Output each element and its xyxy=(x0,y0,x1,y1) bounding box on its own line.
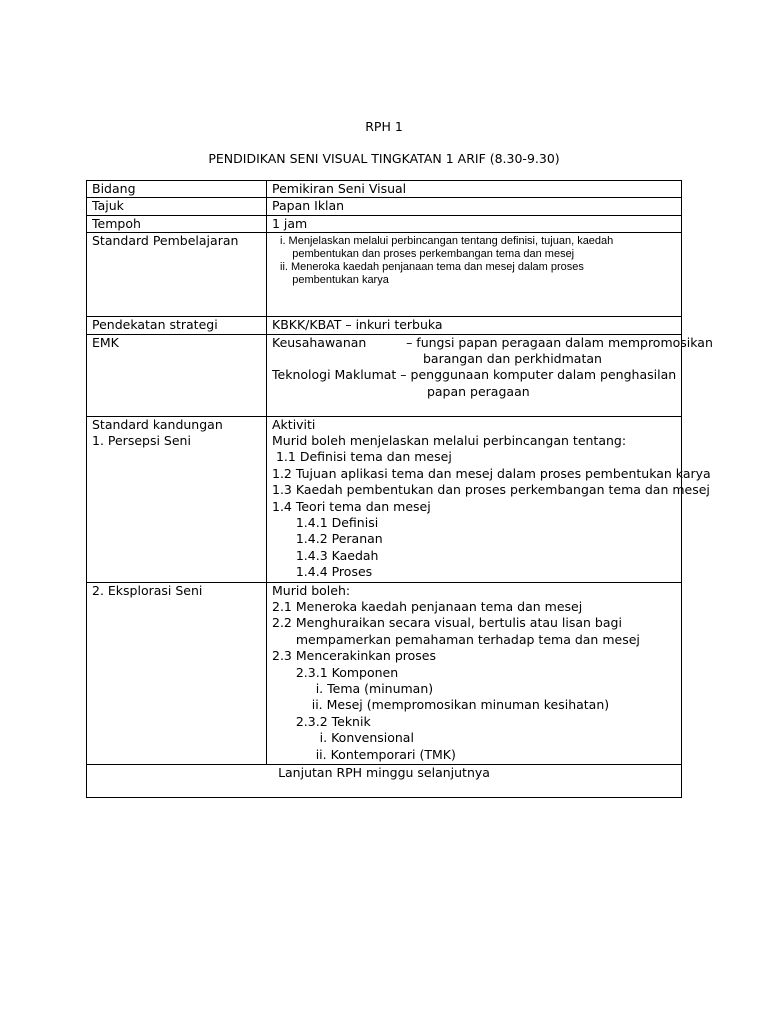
document-subtitle: PENDIDIKAN SENI VISUAL TINGKATAN 1 ARIF (8.30-9.30) xyxy=(208,151,560,166)
tajuk-label: Tajuk xyxy=(87,198,267,215)
list-item: 2.3.2 Teknik xyxy=(272,713,371,729)
list-item: 1.4.3 Kaedah xyxy=(272,547,379,563)
lesson-plan-table xyxy=(86,180,713,798)
table-row xyxy=(87,582,682,764)
standard-pembelajaran-value xyxy=(267,233,682,317)
tempoh-label: Tempoh xyxy=(87,215,267,232)
emk-line: barangan dan perkhidmatan xyxy=(272,351,602,367)
list-item: i. Menjelaskan melalui perbincangan tentang definisi, tujuan, kaedah xyxy=(280,235,614,248)
list-item: pembentukan karya xyxy=(280,274,389,287)
eksplorasi-label: 2. Eksplorasi Seni xyxy=(87,582,267,764)
table-row xyxy=(87,215,682,232)
standard-kandungan-label xyxy=(87,416,267,582)
list-item: 1.4.4 Proses xyxy=(272,564,373,580)
list-item: 1.4.1 Definisi xyxy=(272,515,379,531)
list-item: 2.2 Menghuraikan secara visual, bertulis atau lisan bagi xyxy=(272,615,622,631)
document-title: RPH 1 xyxy=(365,119,403,134)
standard-kandungan-heading: Standard kandungan xyxy=(92,416,223,432)
eksplorasi-value xyxy=(267,582,682,764)
list-item: 1.4 Teori tema dan mesej xyxy=(272,498,431,514)
table-row xyxy=(87,764,682,797)
list-item: 2.3 Mencerakinkan proses xyxy=(272,648,436,664)
list-item: mempamerkan pemahaman terhadap tema dan mesej xyxy=(272,631,640,647)
tajuk-value: Papan Iklan xyxy=(267,198,682,215)
bidang-label: Bidang xyxy=(87,181,267,198)
list-item: Murid boleh: xyxy=(272,582,351,598)
tempoh-value: 1 jam xyxy=(267,215,682,232)
table-row xyxy=(87,198,682,215)
list-item: 1.3 Kaedah pembentukan dan proses perkembangan tema dan mesej xyxy=(272,482,710,498)
emk-line: papan peragaan xyxy=(272,383,530,399)
standard-pembelajaran-label: Standard Pembelajaran xyxy=(87,233,267,317)
list-item: Murid boleh menjelaskan melalui perbincangan tentang: xyxy=(272,433,627,449)
list-item: 1.1 Definisi tema dan mesej xyxy=(272,449,452,465)
emk-label: EMK xyxy=(87,334,267,416)
table-row xyxy=(87,233,682,317)
list-item: ii. Meneroka kaedah penjanaan tema dan mesej dalam proses xyxy=(280,261,584,274)
aktiviti-heading: Aktiviti xyxy=(272,416,316,432)
table-row xyxy=(87,317,682,334)
list-item: pembentukan dan proses perkembangan tema dan mesej xyxy=(280,248,575,261)
emk-line: Teknologi Maklumat – penggunaan komputer dalam penghasilan xyxy=(272,367,677,383)
list-item: ii. Mesej (mempromosikan minuman kesihatan) xyxy=(272,697,610,713)
list-item: i. Konvensional xyxy=(272,730,414,746)
table-row xyxy=(87,334,682,416)
pendekatan-value: KBKK/KBAT – inkuri terbuka xyxy=(267,317,682,334)
table-row xyxy=(87,181,682,198)
persepsi-seni-label: 1. Persepsi Seni xyxy=(92,433,191,449)
emk-value xyxy=(267,334,713,416)
pendekatan-label: Pendekatan strategi xyxy=(87,317,267,334)
bidang-value: Pemikiran Seni Visual xyxy=(267,181,682,198)
list-item: 1.4.2 Peranan xyxy=(272,531,383,547)
list-item: 2.3.1 Komponen xyxy=(272,664,399,680)
list-item: ii. Kontemporari (TMK) xyxy=(272,746,456,762)
list-item: 1.2 Tujuan aplikasi tema dan mesej dalam proses pembentukan karya xyxy=(272,465,711,481)
table-row xyxy=(87,416,682,582)
standard-kandungan-value xyxy=(267,416,711,582)
footer-note: Lanjutan RPH minggu selanjutnya xyxy=(87,764,682,797)
emk-line: Keusahawanan – fungsi papan peragaan dalam mempromosikan xyxy=(272,334,713,350)
list-item: 2.1 Meneroka kaedah penjanaan tema dan mesej xyxy=(272,599,583,615)
list-item: i. Tema (minuman) xyxy=(272,681,434,697)
